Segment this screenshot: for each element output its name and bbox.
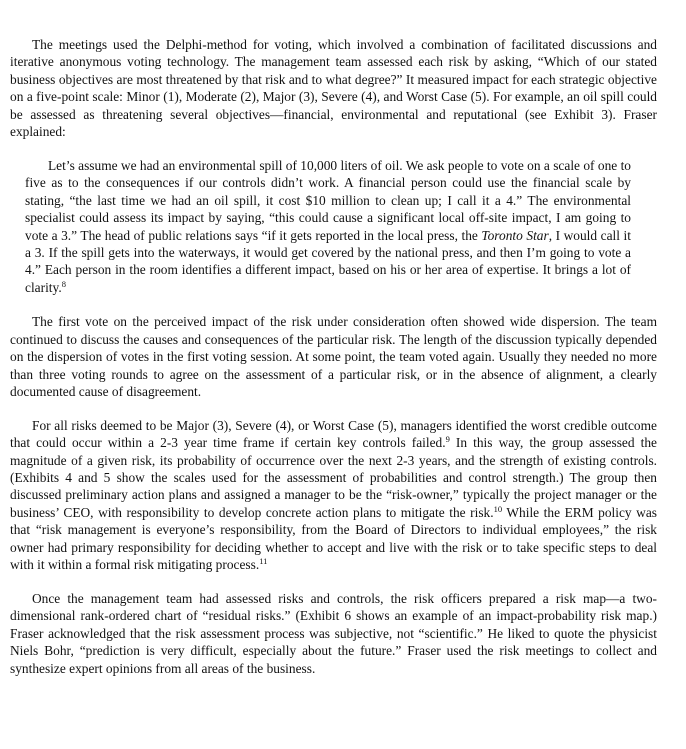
block-quote-fraser: [25, 157, 631, 297]
quote-text-part1: Let’s assume we had an environmental spill of 10,000 liters of oil. We ask people to vote on a scale of one to five as to the consequences if our controls didn’t work. A financial person could use the financial scale by stating, “the last time we had an oil spill, it cost $10 million to clean up; I call it a 4.” The environmental specialist could assess its impact by saying, “this could cause a significant local off-site impact, I am going to vote a 3.” The head of public relations says “if it gets reported in the local press, the: [25, 157, 631, 243]
paragraph-text: [10, 417, 657, 574]
paragraph-dispersion: [10, 313, 657, 400]
footnote-ref-10[interactable]: 10: [493, 503, 503, 514]
footnote-ref-9[interactable]: 9: [445, 434, 450, 445]
paragraph-text: Once the management team had assessed risks and controls, the risk officers prepared a risk map—a two-dimensional rank-ordered chart of “residual risks.” (Exhibit 6 shows an example of an impact-probability risk map.) Fraser acknowledged that the risk assessment process was subjective, not “scientific.” He liked to quote the physicist Niels Bohr, “prediction is very difficult, especially about the future.” Fraser used the risk meetings to collect and synthesize expert opinions from all areas of the business.: [10, 590, 657, 676]
paragraph-text: The first vote on the perceived impact of the risk under consideration often showed wide dispersion. The team continued to discuss the causes and consequences of the particular risk. The length of the discussion typically depended on the dispersion of votes in the first voting session. At some point, the team voted again. Usually they needed no more than three voting rounds to agree on the assessment of a particular risk, or in the absence of alignment, a clearly documented cause of disagreement.: [10, 314, 657, 400]
paragraph-major-risks: [10, 417, 657, 574]
text-segment: In this way, the group assessed the magnitude of a given risk, its probability of occurrence over the next 2-3 years, and the strength of existing controls. (Exhibits 4 and 5 show the scales used for the assessment of probabilities and control strength.) The group then discussed preliminary action plans and assigned a manager to be the “risk-owner,” typically the project manager or the business’ CEO, with responsibility to develop concrete action plans to mitigate the risk.: [10, 435, 657, 520]
paragraph-text: The meetings used the Delphi-method for voting, which involved a combination of facilitated discussions and iterative anonymous voting technology. The management team assessed each risk by asking, “Which of our stated business objectives are most threatened by that risk and to what degree?” It measured impact for each strategic objective on a five-point scale: Minor (1), Moderate (2), Major (3), Severe (4), and Worst Case (5). For example, an oil spill could be assessed as threatening several objectives—financial, environmental and reputational (see Exhibit 3). Fraser explained:: [10, 37, 657, 140]
quote-italic-newspaper: Toronto Star: [481, 227, 549, 243]
text-segment: While the ERM policy was that “risk management is everyone’s responsibility, from the Board of Directors to individual employees,” the risk owner had primary responsibility for deciding whether to accept and live with the risk or to take specific steps to deal with it within a formal risk mitigating process.: [10, 504, 658, 573]
paragraph-risk-map: [10, 590, 657, 677]
quote-text: [25, 157, 631, 297]
footnote-ref-11[interactable]: 11: [259, 556, 268, 567]
quote-text-part2: , I would call it a 3. If the spill gets into the waterways, it would get covered by the national press, and then I’m going to vote a 4.” Each person in the room identifies a different impact, based on his or her area of expertise. It brings a lot of clarity.: [25, 227, 631, 295]
text-segment: For all risks deemed to be Major (3), Severe (4), or Worst Case (5), managers identified the worst credible outcome that could occur within a 2-3 year time frame if certain key controls failed.: [10, 417, 657, 451]
footnote-ref-8[interactable]: 8: [61, 278, 66, 289]
document-page: [10, 36, 657, 693]
paragraph-delphi-method: [10, 36, 657, 141]
